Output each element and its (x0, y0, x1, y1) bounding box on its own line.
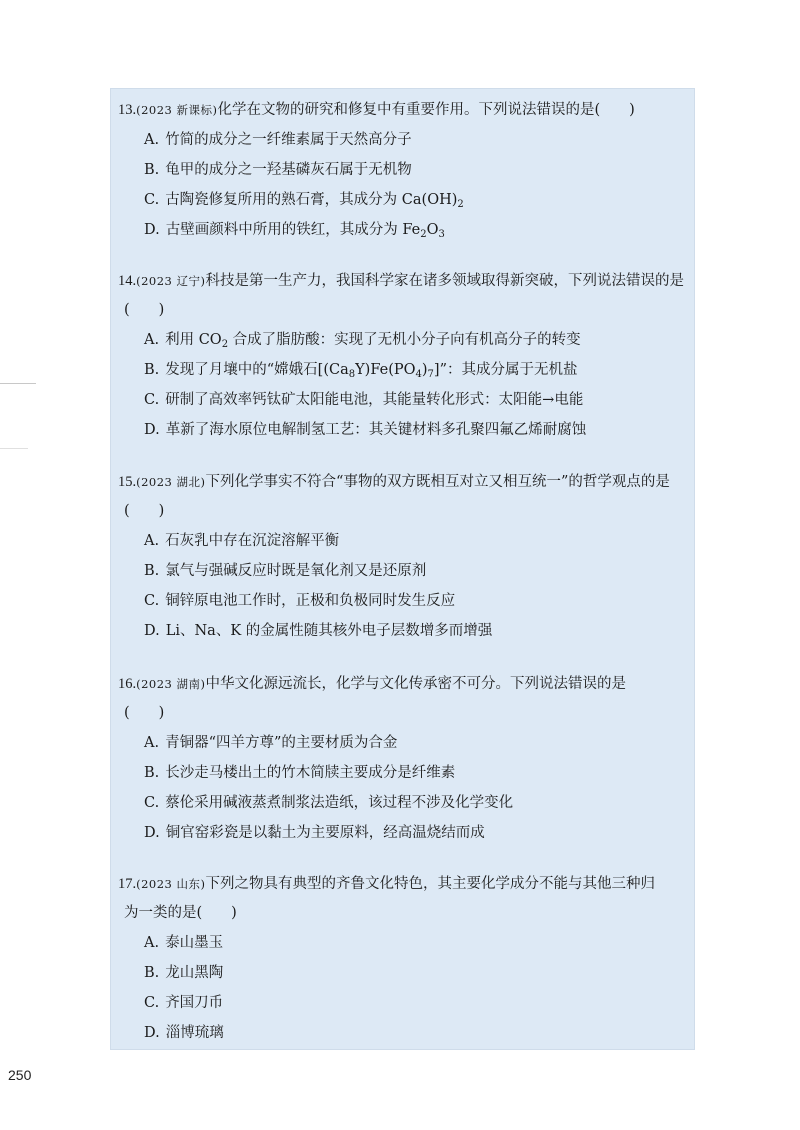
option-a: A. 竹简的成分之一纤维素属于天然高分子 (144, 132, 412, 148)
page-number: 250 (8, 1067, 32, 1083)
question-text: 科技是第一生产力，我国科学家在诸多领域取得新突破，下列说法错误的是 (205, 273, 685, 289)
option-b: B. 龟甲的成分之一羟基磷灰石属于无机物 (144, 162, 412, 178)
question-number: 15. (118, 474, 137, 490)
question-stem (118, 267, 688, 296)
question-number: 13. (118, 102, 137, 118)
question-source: (2023 湖南) (136, 677, 206, 691)
question-number: 17. (118, 876, 137, 892)
question-stem (118, 670, 688, 699)
question-source: (2023 新课标) (136, 103, 218, 117)
question-text: 中华文化源远流长，化学与文化传承密不可分。下列说法错误的是 (205, 676, 627, 692)
option-d: D. 古壁画颜料中所用的铁红，其成分为 $Fe_2O_3$ (144, 222, 445, 240)
option-c: C. 蔡伦采用碱液蒸煮制浆法造纸，该过程不涉及化学变化 (144, 795, 514, 811)
question-source: (2023 湖北) (136, 475, 206, 489)
question-16 (118, 670, 688, 848)
question-14 (118, 267, 688, 445)
question-source: (2023 辽宁) (136, 274, 206, 288)
option-b: B. 氯气与强碱反应时既是氧化剂又是还原剂 (144, 563, 427, 579)
option-c: C. 铜锌原电池工作时，正极和负极同时发生反应 (144, 593, 456, 609)
margin-mark (0, 383, 36, 384)
option-c: C. 古陶瓷修复所用的熟石膏，其成分为 $Ca(OH)_2$ (144, 192, 464, 210)
option-d: D. Li、Na、K 的金属性随其核外电子层数增多而增强 (144, 623, 493, 639)
question-text: 化学在文物的研究和修复中有重要作用。下列说法错误的是( ) (217, 102, 635, 118)
question-15 (118, 468, 688, 646)
answer-bracket: ( ) (124, 705, 165, 721)
question-number: 16. (118, 676, 137, 692)
question-number: 14. (118, 273, 137, 289)
option-b: B. 长沙走马楼出土的竹木简牍主要成分是纤维素 (144, 765, 456, 781)
option-a: A. 利用 $CO_2$ 合成了脂肪酸：实现了无机小分子向有机高分子的转变 (144, 332, 581, 350)
option-a: A. 石灰乳中存在沉淀溶解平衡 (144, 533, 340, 549)
option-d: D. 淄博琉璃 (144, 1025, 224, 1041)
question-stem (118, 96, 688, 125)
question-stem (118, 468, 688, 497)
margin-mark (0, 448, 28, 449)
option-c: C. 研制了高效率钙钛矿太阳能电池，其能量转化形式：太阳能→电能 (144, 392, 584, 408)
question-stem (118, 870, 688, 899)
option-a: A. 泰山墨玉 (144, 935, 224, 951)
option-b: B. 发现了月壤中的“嫦娥石$[(Ca_8Y)Fe(PO_4)_7]$”：其成分属于无机盐 (144, 362, 578, 380)
option-c: C. 齐国刀币 (144, 995, 224, 1011)
question-text: 下列之物具有典型的齐鲁文化特色，其主要化学成分不能与其他三种归 (205, 876, 656, 892)
question-text: 下列化学事实不符合“事物的双方既相互对立又相互统一”的哲学观点的是 (205, 474, 670, 490)
option-d: D. 铜官窑彩瓷是以黏土为主要原料，经高温烧结而成 (144, 825, 485, 841)
question-17 (118, 870, 688, 1048)
answer-bracket: ( ) (124, 503, 165, 519)
option-d: D. 革新了海水原位电解制氢工艺：其关键材料多孔聚四氟乙烯耐腐蚀 (144, 422, 587, 438)
question-text-continued: 为一类的是( ) (124, 905, 237, 921)
option-b: B. 龙山黑陶 (144, 965, 224, 981)
option-a: A. 青铜器“四羊方尊”的主要材质为合金 (144, 735, 398, 751)
question-source: (2023 山东) (136, 877, 206, 891)
answer-bracket: ( ) (124, 302, 165, 318)
question-13 (118, 96, 688, 245)
